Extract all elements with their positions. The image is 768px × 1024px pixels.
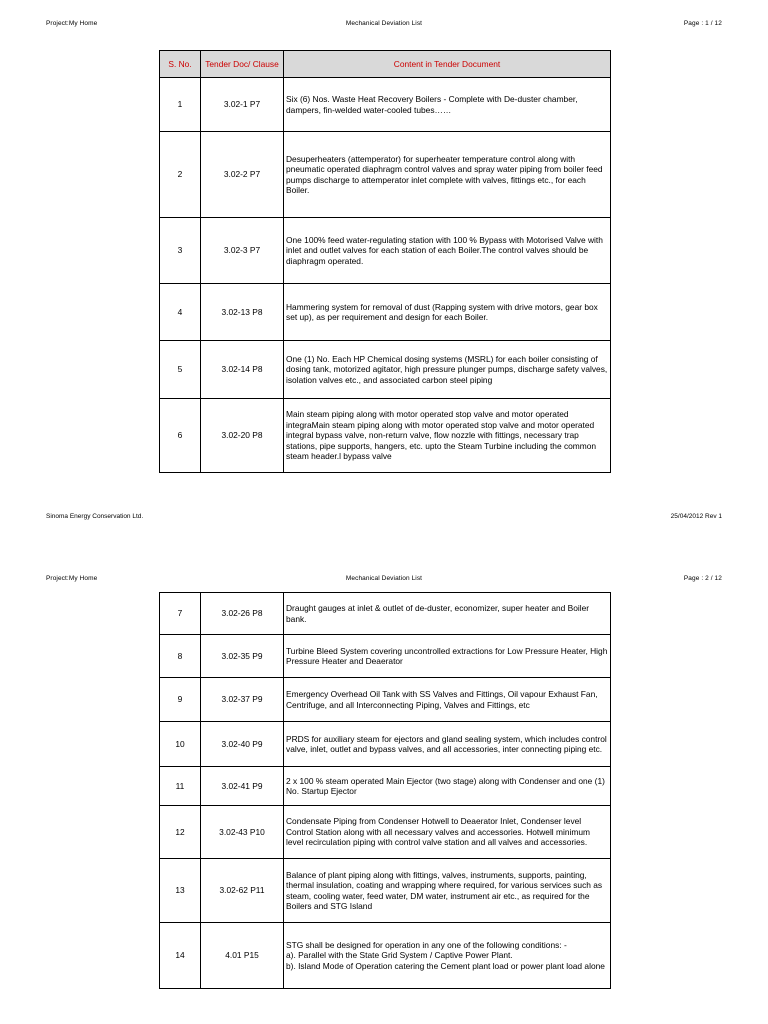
document-title: Mechanical Deviation List	[345, 575, 423, 582]
cell-content: 2 x 100 % steam operated Main Ejector (two stage) along with Condenser and one (1) No. Startup Ejector	[284, 767, 611, 806]
table-row	[160, 341, 611, 399]
cell-clause: 4.01 P15	[201, 923, 284, 989]
cell-content: Emergency Overhead Oil Tank with SS Valves and Fittings, Oil vapour Exhaust Fan, Centrifuge, and all Interconnecting Piping, Valves and Fittings, etc	[284, 678, 611, 722]
table-row	[160, 767, 611, 806]
cell-clause: 3.02-35 P9	[201, 635, 284, 678]
cell-clause: 3.02-43 P10	[201, 806, 284, 859]
cell-sno: 6	[160, 399, 201, 473]
table-row	[160, 923, 611, 989]
cell-clause: 3.02-13 P8	[201, 284, 284, 341]
cell-content: Condensate Piping from Condenser Hotwell to Deaerator Inlet, Condenser level Control Station along with all necessary valves and accessories. Hotwell minimum level recirculation piping with control valve station and all valves and accessories.	[284, 806, 611, 859]
cell-sno: 3	[160, 218, 201, 284]
table-row	[160, 284, 611, 341]
document-title: Mechanical Deviation List	[345, 20, 423, 27]
cell-clause: 3.02-14 P8	[201, 341, 284, 399]
cell-sno: 2	[160, 132, 201, 218]
page-number: Page : 2 / 12	[683, 575, 722, 582]
cell-sno: 1	[160, 78, 201, 132]
cell-content: Main steam piping along with motor operated stop valve and motor operated integraMain steam piping along with motor operated stop valve and motor operated integral bypass valve, non-return valve, flow nozzle with fittings, necessary trap stations, pipe supports, hangers, etc. upto the Steam Turbine including the common steam header.l bypass valve	[284, 399, 611, 473]
document-page-2	[0, 555, 768, 1024]
cell-content: Desuperheaters (attemperator) for superheater temperature control along with pneumatic operated diaphragm control valves and spray water piping from boiler feed pumps discharge to attemperator inlet complete with valves, fittings etc., for each Boiler.	[284, 132, 611, 218]
date-revision: 25/04/2012 Rev 1	[670, 513, 722, 520]
company-name: Sinoma Energy Conservation Ltd.	[46, 513, 144, 520]
cell-clause: 3.02-20 P8	[201, 399, 284, 473]
cell-clause: 3.02-3 P7	[201, 218, 284, 284]
cell-content: Turbine Bleed System covering uncontrolled extractions for Low Pressure Heater, High Pressure Heater and Deaerator	[284, 635, 611, 678]
table-row	[160, 78, 611, 132]
cell-sno: 9	[160, 678, 201, 722]
header-clause: Tender Doc/ Clause	[201, 51, 284, 78]
table-row	[160, 132, 611, 218]
cell-clause: 3.02-26 P8	[201, 593, 284, 635]
cell-content: One (1) No. Each HP Chemical dosing systems (MSRL) for each boiler consisting of dosing tank, motorized agitator, high pressure plunger pumps, discharge safety valves, isolation valves etc., and associated carbon steel piping	[284, 341, 611, 399]
table-row	[160, 399, 611, 473]
table-row	[160, 635, 611, 678]
cell-sno: 7	[160, 593, 201, 635]
cell-clause: 3.02-2 P7	[201, 132, 284, 218]
project-label: Project:My Home	[46, 20, 98, 27]
cell-clause: 3.02-41 P9	[201, 767, 284, 806]
table-row	[160, 593, 611, 635]
cell-content: Six (6) Nos. Waste Heat Recovery Boilers - Complete with De-duster chamber, dampers, fin-welded water-cooled tubes……	[284, 78, 611, 132]
cell-clause: 3.02-37 P9	[201, 678, 284, 722]
cell-clause: 3.02-40 P9	[201, 722, 284, 767]
cell-sno: 4	[160, 284, 201, 341]
page-separator	[0, 540, 768, 555]
project-label: Project:My Home	[46, 575, 98, 582]
cell-content: One 100% feed water-regulating station with 100 % Bypass with Motorised Valve with inlet and outlet valves for each station of each Boiler.The control valves should be diaphragm operated.	[284, 218, 611, 284]
cell-sno: 12	[160, 806, 201, 859]
cell-sno: 13	[160, 859, 201, 923]
table-row	[160, 722, 611, 767]
cell-clause: 3.02-62 P11	[201, 859, 284, 923]
header-content: Content in Tender Document	[284, 51, 611, 78]
table-row	[160, 218, 611, 284]
cell-sno: 10	[160, 722, 201, 767]
cell-content: PRDS for auxiliary steam for ejectors and gland sealing system, which includes control valve, inlet, outlet and bypass valves, and all accessories, inter connecting piping etc.	[284, 722, 611, 767]
cell-sno: 5	[160, 341, 201, 399]
cell-content: Draught gauges at inlet & outlet of de-duster, economizer, super heater and Boiler bank.	[284, 593, 611, 635]
cell-content: STG shall be designed for operation in any one of the following conditions: - a). Parallel with the State Grid System / Captive Power Plant. b). Island Mode of Operation catering the Cement plant load or power plant load alone	[284, 923, 611, 989]
cell-clause: 3.02-1 P7	[201, 78, 284, 132]
cell-sno: 11	[160, 767, 201, 806]
table-header-row	[160, 51, 611, 78]
header-sno: S. No.	[160, 51, 201, 78]
table-row	[160, 859, 611, 923]
deviation-table	[159, 50, 611, 473]
cell-content: Balance of plant piping along with fittings, valves, instruments, supports, painting, thermal insulation, coating and wrapping where required, for various services such as steam, cooling water, feed water, DM water, instrument air etc., as required for the Boilers and STG Island	[284, 859, 611, 923]
cell-content: Hammering system for removal of dust (Rapping system with drive motors, gear box set up), as per requirement and design for each Boiler.	[284, 284, 611, 341]
cell-sno: 8	[160, 635, 201, 678]
deviation-table	[159, 592, 611, 989]
table-row	[160, 678, 611, 722]
table-row	[160, 806, 611, 859]
cell-sno: 14	[160, 923, 201, 989]
page-number: Page : 1 / 12	[683, 20, 722, 27]
